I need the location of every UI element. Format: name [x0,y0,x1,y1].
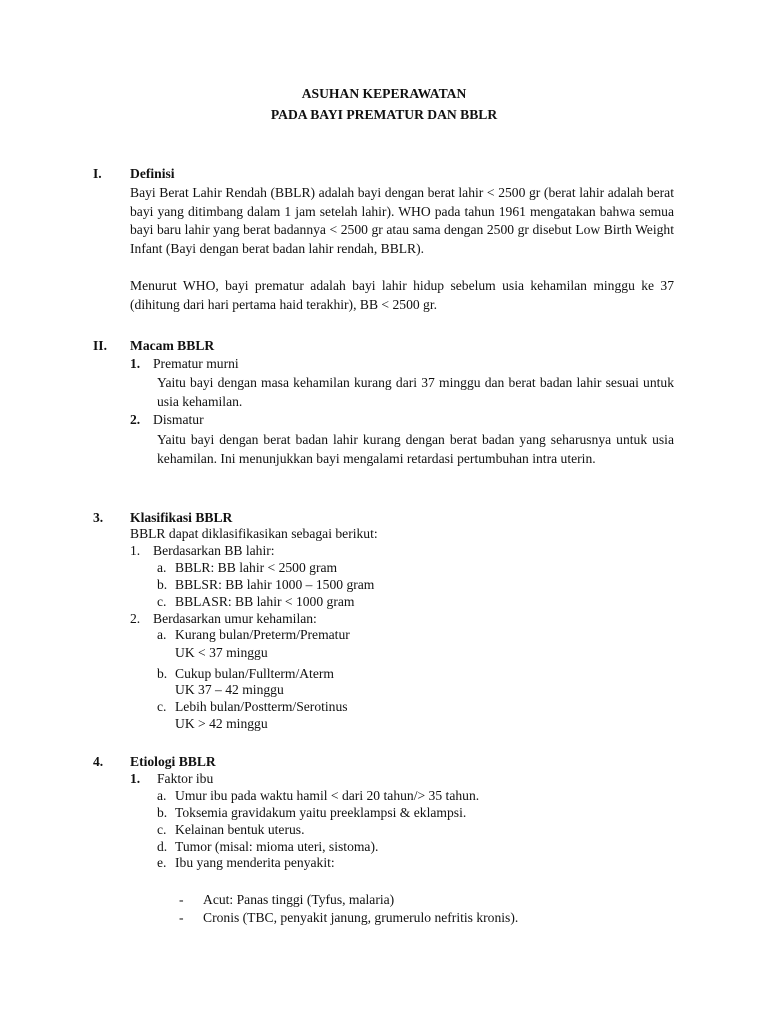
list-number: 2. [130,611,141,626]
list-item: BBLASR: BB lahir < 1000 gram [175,594,355,609]
list-item: Cukup bulan/Fullterm/Aterm [175,666,334,681]
dash-item: Cronis (TBC, penyakit janung, grumerulo nefritis kronis). [203,910,519,925]
list-item: Lebih bulan/Postterm/Serotinus [175,699,348,714]
list-item: Toksemia gravidakum yaitu preeklampsi & eklampsi. [175,805,467,820]
section-number: 3. [93,510,104,525]
list-letter: a. [157,560,167,575]
list-item: BBLR: BB lahir < 2500 gram [175,560,338,575]
list-item: Kurang bulan/Preterm/Prematur [175,627,350,642]
list-letter: c. [157,699,167,714]
section-heading: Klasifikasi BBLR [130,510,233,525]
list-item-subtext: UK 37 – 42 minggu [175,682,284,697]
list-number: 1. [130,771,141,786]
list-number: 2. [130,412,141,427]
list-item-label: Berdasarkan BB lahir: [153,543,275,558]
dash-bullet: - [179,910,184,925]
list-letter: a. [157,788,167,803]
list-letter: a. [157,627,167,642]
section-heading: Macam BBLR [130,338,215,353]
section-intro: BBLR dapat diklasifikasikan sebagai berikut: [130,526,378,541]
list-letter: b. [157,666,168,681]
dash-item: Acut: Panas tinggi (Tyfus, malaria) [203,892,395,907]
section-number: II. [93,338,107,353]
document-title-line2: PADA BAYI PREMATUR DAN BBLR [270,107,498,122]
document-title-line1: ASUHAN KEPERAWATAN [301,86,467,101]
list-letter: c. [157,594,167,609]
paragraph: Bayi Berat Lahir Rendah (BBLR) adalah bayi dengan berat lahir < 2500 gr (berat lahir adalah berat bayi yang ditimbang dalam 1 jam setelah lahir). WHO pada tahun 1961 mengatakan bahwa semua bayi baru lahir yang berat badannya < 2500 gr atau sama dengan 2500 gr disebut Low Birth Weight Infant (Bayi dengan berat badan lahir rendah, BBLR). [130,185,674,256]
list-item-label: Berdasarkan umur kehamilan: [153,611,317,626]
section-number: 4. [93,754,104,769]
list-item-label: Prematur murni [153,356,239,371]
section-heading: Definisi [130,166,175,181]
paragraph: Menurut WHO, bayi prematur adalah bayi lahir hidup sebelum usia kehamilan minggu ke 37 (dihitung dari hari pertama haid terakhir), BB < 2500 gr. [130,278,674,312]
list-item-description: Yaitu bayi dengan masa kehamilan kurang dari 37 minggu dan berat badan lahir sesuai untuk usia kehamilan. [157,375,674,409]
list-letter: d. [157,839,168,854]
list-item-subtext: UK < 37 minggu [175,645,268,660]
section-heading: Etiologi BBLR [130,754,216,769]
list-item-label: Dismatur [153,412,204,427]
list-item: Ibu yang menderita penyakit: [175,855,335,870]
list-item-description: Yaitu bayi dengan berat badan lahir kurang dengan berat badan yang seharusnya untuk usia kehamilan. Ini menunjukkan bayi mengalami retardasi pertumbuhan intra uterin. [157,432,674,466]
list-item: Tumor (misal: mioma uteri, sistoma). [175,839,379,854]
list-number: 1. [130,543,141,558]
list-letter: b. [157,805,168,820]
dash-bullet: - [179,892,184,907]
list-item-label: Faktor ibu [157,771,214,786]
list-item: BBLSR: BB lahir 1000 – 1500 gram [175,577,375,592]
list-letter: c. [157,822,167,837]
list-item: Umur ibu pada waktu hamil < dari 20 tahun/> 35 tahun. [175,788,480,803]
list-letter: b. [157,577,168,592]
section-number: I. [93,166,102,181]
list-number: 1. [130,356,141,371]
list-item: Kelainan bentuk uterus. [175,822,305,837]
list-item-subtext: UK > 42 minggu [175,716,268,731]
list-letter: e. [157,855,167,870]
